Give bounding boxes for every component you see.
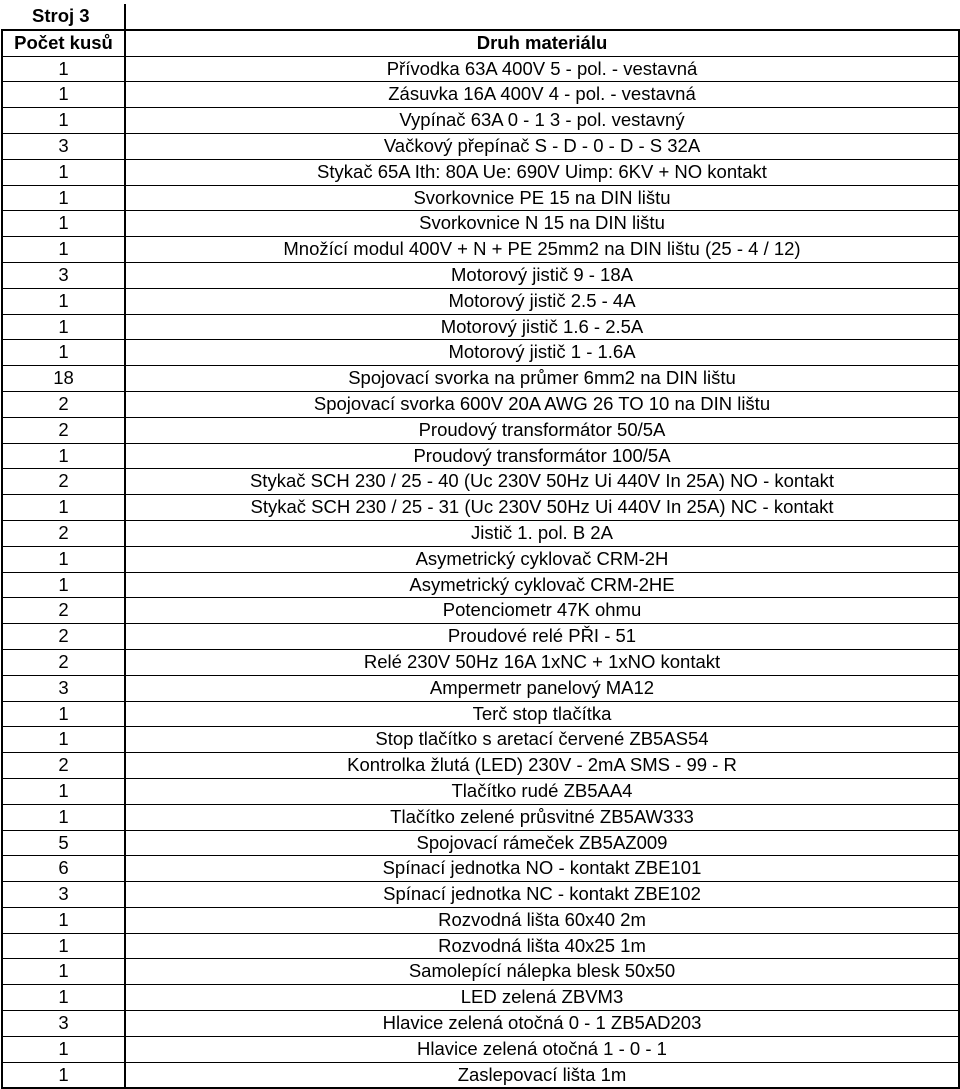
material-cell: Terč stop tlačítka [125, 701, 959, 727]
quantity-cell: 1 [2, 727, 125, 753]
quantity-cell: 1 [2, 56, 125, 82]
material-cell: Tlačítko rudé ZB5AA4 [125, 778, 959, 804]
material-cell: Asymetrický cyklovač CRM-2HE [125, 572, 959, 598]
quantity-cell: 18 [2, 366, 125, 392]
table-row [2, 598, 959, 624]
material-cell: Samolepící nálepka blesk 50x50 [125, 959, 959, 985]
table-row [2, 727, 959, 753]
quantity-cell: 1 [2, 288, 125, 314]
material-cell: Rozvodná lišta 40x25 1m [125, 933, 959, 959]
table-row [2, 778, 959, 804]
table-row [2, 830, 959, 856]
quantity-cell: 3 [2, 1011, 125, 1037]
table-row [2, 1011, 959, 1037]
table-row [2, 314, 959, 340]
table-row [2, 237, 959, 263]
table-row [2, 211, 959, 237]
table-row [2, 417, 959, 443]
table-row [2, 701, 959, 727]
material-cell: Přívodka 63A 400V 5 - pol. - vestavná [125, 56, 959, 82]
material-cell: Stykač SCH 230 / 25 - 31 (Uc 230V 50Hz Ui 440V In 25A) NC - kontakt [125, 495, 959, 521]
quantity-cell: 1 [2, 495, 125, 521]
material-cell: Rozvodná lišta 60x40 2m [125, 907, 959, 933]
quantity-cell: 1 [2, 1062, 125, 1088]
table-row [2, 469, 959, 495]
material-cell: Relé 230V 50Hz 16A 1xNC + 1xNO kontakt [125, 649, 959, 675]
table-row [2, 572, 959, 598]
table-row [2, 366, 959, 392]
quantity-cell: 1 [2, 443, 125, 469]
quantity-cell: 1 [2, 82, 125, 108]
table-row [2, 856, 959, 882]
table-row [2, 133, 959, 159]
material-cell: Proudové relé PŘI - 51 [125, 624, 959, 650]
quantity-cell: 1 [2, 804, 125, 830]
quantity-cell: 1 [2, 985, 125, 1011]
table-row [2, 882, 959, 908]
material-cell: Spojovací svorka 600V 20A AWG 26 TO 10 na DIN lištu [125, 391, 959, 417]
material-cell: Stykač 65A Ith: 80A Ue: 690V Uimp: 6KV + NO kontakt [125, 159, 959, 185]
table-row [2, 159, 959, 185]
quantity-cell: 5 [2, 830, 125, 856]
column-header-material: Druh materiálu [125, 30, 959, 56]
table-row [2, 56, 959, 82]
title-empty-cell [125, 4, 959, 30]
quantity-cell: 3 [2, 262, 125, 288]
material-cell: Motorový jistič 1.6 - 2.5A [125, 314, 959, 340]
quantity-cell: 2 [2, 520, 125, 546]
quantity-cell: 1 [2, 340, 125, 366]
material-cell: Stykač SCH 230 / 25 - 40 (Uc 230V 50Hz Ui 440V In 25A) NO - kontakt [125, 469, 959, 495]
material-cell: Množící modul 400V + N + PE 25mm2 na DIN lištu (25 - 4 / 12) [125, 237, 959, 263]
material-cell: Vypínač 63A 0 - 1 3 - pol. vestavný [125, 108, 959, 134]
quantity-cell: 1 [2, 959, 125, 985]
table-body [2, 56, 959, 1088]
quantity-cell: 1 [2, 907, 125, 933]
material-cell: Spínací jednotka NC - kontakt ZBE102 [125, 882, 959, 908]
material-cell: Asymetrický cyklovač CRM-2H [125, 546, 959, 572]
material-cell: Spínací jednotka NO - kontakt ZBE101 [125, 856, 959, 882]
table-row [2, 985, 959, 1011]
table-row [2, 649, 959, 675]
table-row [2, 443, 959, 469]
quantity-cell: 1 [2, 572, 125, 598]
quantity-cell: 2 [2, 469, 125, 495]
table-row [2, 108, 959, 134]
material-cell: LED zelená ZBVM3 [125, 985, 959, 1011]
quantity-cell: 1 [2, 1036, 125, 1062]
quantity-cell: 1 [2, 211, 125, 237]
table-row [2, 753, 959, 779]
material-cell: Ampermetr panelový MA12 [125, 675, 959, 701]
table-row [2, 804, 959, 830]
table-row [2, 520, 959, 546]
material-cell: Vačkový přepínač S - D - 0 - D - S 32A [125, 133, 959, 159]
table-row [2, 82, 959, 108]
material-cell: Tlačítko zelené průsvitné ZB5AW333 [125, 804, 959, 830]
quantity-cell: 1 [2, 185, 125, 211]
quantity-cell: 2 [2, 417, 125, 443]
quantity-cell: 1 [2, 314, 125, 340]
material-cell: Svorkovnice N 15 na DIN lištu [125, 211, 959, 237]
material-cell: Motorový jistič 1 - 1.6A [125, 340, 959, 366]
material-cell: Hlavice zelená otočná 0 - 1 ZB5AD203 [125, 1011, 959, 1037]
table-row [2, 340, 959, 366]
table-row [2, 907, 959, 933]
quantity-cell: 2 [2, 649, 125, 675]
quantity-cell: 2 [2, 598, 125, 624]
quantity-cell: 3 [2, 133, 125, 159]
material-cell: Spojovací svorka na průmer 6mm2 na DIN lištu [125, 366, 959, 392]
quantity-cell: 1 [2, 159, 125, 185]
table-row [2, 288, 959, 314]
quantity-cell: 2 [2, 753, 125, 779]
title-row [2, 4, 959, 30]
material-cell: Proudový transformátor 100/5A [125, 443, 959, 469]
table-row [2, 546, 959, 572]
material-cell: Stop tlačítko s aretací červené ZB5AS54 [125, 727, 959, 753]
table-row [2, 624, 959, 650]
quantity-cell: 1 [2, 933, 125, 959]
material-cell: Zaslepovací lišta 1m [125, 1062, 959, 1088]
table-row [2, 495, 959, 521]
material-cell: Svorkovnice PE 15 na DIN lištu [125, 185, 959, 211]
material-cell: Spojovací rámeček ZB5AZ009 [125, 830, 959, 856]
quantity-cell: 3 [2, 675, 125, 701]
quantity-cell: 1 [2, 778, 125, 804]
table-row [2, 185, 959, 211]
table-row [2, 959, 959, 985]
table-row [2, 262, 959, 288]
material-cell: Potenciometr 47K ohmu [125, 598, 959, 624]
material-cell: Jistič 1. pol. B 2A [125, 520, 959, 546]
table-row [2, 933, 959, 959]
quantity-cell: 3 [2, 882, 125, 908]
table-row [2, 1062, 959, 1088]
material-cell: Kontrolka žlutá (LED) 230V - 2mA SMS - 99 - R [125, 753, 959, 779]
material-table [1, 4, 960, 1089]
quantity-cell: 2 [2, 624, 125, 650]
quantity-cell: 1 [2, 701, 125, 727]
column-header-quantity: Počet kusů [2, 30, 125, 56]
quantity-cell: 1 [2, 546, 125, 572]
quantity-cell: 6 [2, 856, 125, 882]
table-row [2, 391, 959, 417]
quantity-cell: 1 [2, 108, 125, 134]
sheet-title: Stroj 3 [32, 5, 90, 26]
material-cell: Proudový transformátor 50/5A [125, 417, 959, 443]
material-cell: Motorový jistič 9 - 18A [125, 262, 959, 288]
quantity-cell: 1 [2, 237, 125, 263]
quantity-cell: 2 [2, 391, 125, 417]
material-cell: Motorový jistič 2.5 - 4A [125, 288, 959, 314]
header-row [2, 30, 959, 56]
material-cell: Zásuvka 16A 400V 4 - pol. - vestavná [125, 82, 959, 108]
table-row [2, 1036, 959, 1062]
material-cell: Hlavice zelená otočná 1 - 0 - 1 [125, 1036, 959, 1062]
table-row [2, 675, 959, 701]
